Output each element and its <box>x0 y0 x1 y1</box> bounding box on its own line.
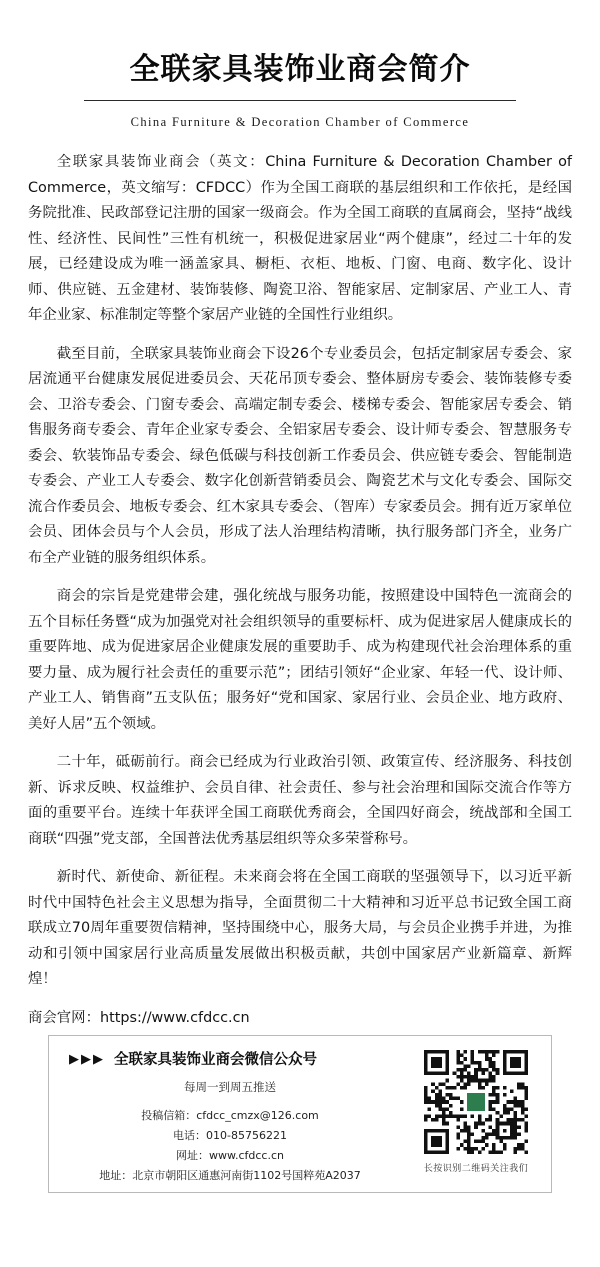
qr-code[interactable] <box>424 1050 528 1154</box>
paragraph: 新时代、新使命、新征程。未来商会将在全国工商联的坚强领导下，以习近平新时代中国特色社会主义思想为指导，全面贯彻二十大精神和习近平总书记致全国工商联成立70周年重要贺信精神，坚持围绕中心，服务大局，与会员企业携手并进，为推动和引领中国家居行业高质量发展做出积极贡献，共创中国家居产业新篇章、新辉煌！ <box>28 869 572 987</box>
page-subtitle: China Furniture & Decoration Chamber of Commerce <box>130 115 470 129</box>
wechat-account-name: 全联家具装饰业商会微信公众号 <box>114 1052 317 1068</box>
paragraph: 商会的宗旨是党建带会建，强化统战与服务功能，按照建设中国特色一流商会的五个目标任务暨“成为加强党对社会组织领导的重要标杆、成为促进家居人健康成长的重要阵地、成为促进家居企业健康发展的重要助手、成为构建现代社会治理体系的重要力量、成为履行社会责任的重要示范”；团结引领好“企业家、年轻一代、设计师、产业工人、销售商”五支队伍；服务好“党和国家、家居行业、会员企业、地方政府、美好人居”五个领域。 <box>28 588 572 732</box>
triple-arrow-icon: ▶▶▶ <box>69 1051 105 1066</box>
contact-card-left <box>63 1048 415 1180</box>
contact-email: 投稿信箱：cfdcc_cmzx@126.com <box>141 1109 319 1122</box>
qr-code-image <box>424 1050 528 1154</box>
contact-address: 地址：北京市朝阳区通惠河南街1102号国粹苑A2037 <box>99 1169 361 1182</box>
contact-website: 网址：www.cfdcc.cn <box>176 1149 284 1162</box>
contact-phone: 电话：010-85756221 <box>173 1129 287 1142</box>
wechat-schedule: 每周一到周五推送 <box>184 1080 276 1094</box>
document-body <box>26 150 574 1027</box>
contact-card <box>48 1035 552 1193</box>
contact-card-right <box>415 1048 537 1180</box>
wechat-heading <box>63 1048 407 1069</box>
page-title: 全联家具装饰业商会简介 <box>129 52 471 87</box>
qr-caption: 长按识别二维码关注我们 <box>423 1164 529 1174</box>
paragraph: 截至目前，全联家具装饰业商会下设26个专业委员会，包括定制家居专委会、家居流通平台健康发展促进委员会、天花吊顶专委会、整体厨房专委会、装饰装修专委会、卫浴专委会、门窗专委会、高端定制专委会、楼梯专委会、智能家居专委会、销售服务商专委会、青年企业家专委会、全铝家居专委会、设计师专委会、智慧服务专委会、软装饰品专委会、绿色低碳与科技创新工作委员会、供应链专委会、智能制造专委会、产业工人专委会、数字化创新营销委员会、陶瓷艺术与文化专委会、国际交流合作委员会、地板专委会、红木家具专委会、（智库）专家委员会。拥有近万家单位会员、团体会员与个人会员，形成了法人治理结构清晰，执行服务部门齐全，业务广布全产业链的服务组织体系。 <box>28 345 572 566</box>
official-website-line[interactable]: 商会官网：https://www.cfdcc.cn <box>28 1009 250 1026</box>
paragraph: 二十年，砥砺前行。商会已经成为行业政治引领、政策宣传、经济服务、科技创新、诉求反映、权益维护、会员自律、社会责任、参与社会治理和国际交流合作等方面的重要平台。连续十年获评全国工商联优秀商会，全国四好商会，统战部和全国工商联“四强”党支部，全国普法优秀基层组织等众多荣誉称号。 <box>28 754 572 847</box>
contact-list <box>63 1106 407 1186</box>
paragraph: 全联家具装饰业商会（英文：China Furniture & Decoration Chamber of Commerce，英文缩写：CFDCC）作为全国工商联的基层组织和工作依托，是经国务院批准、民政部登记注册的国家一级商会。作为全国工商联的直属商会，坚持“战线性、经济性、民间性”三性有机统一，积极促进家居业“两个健康”，经过二十年的发展，已经建设成为唯一涵盖家具、橱柜、衣柜、地板、门窗、电商、数字化、设计师、供应链、五金建材、装饰装修、陶瓷卫浴、智能家居、定制家居、产业工人、青年企业家、标准制定等整个家居产业链的全国性行业组织。 <box>28 154 572 323</box>
document-header <box>26 0 574 130</box>
title-divider <box>84 96 516 106</box>
